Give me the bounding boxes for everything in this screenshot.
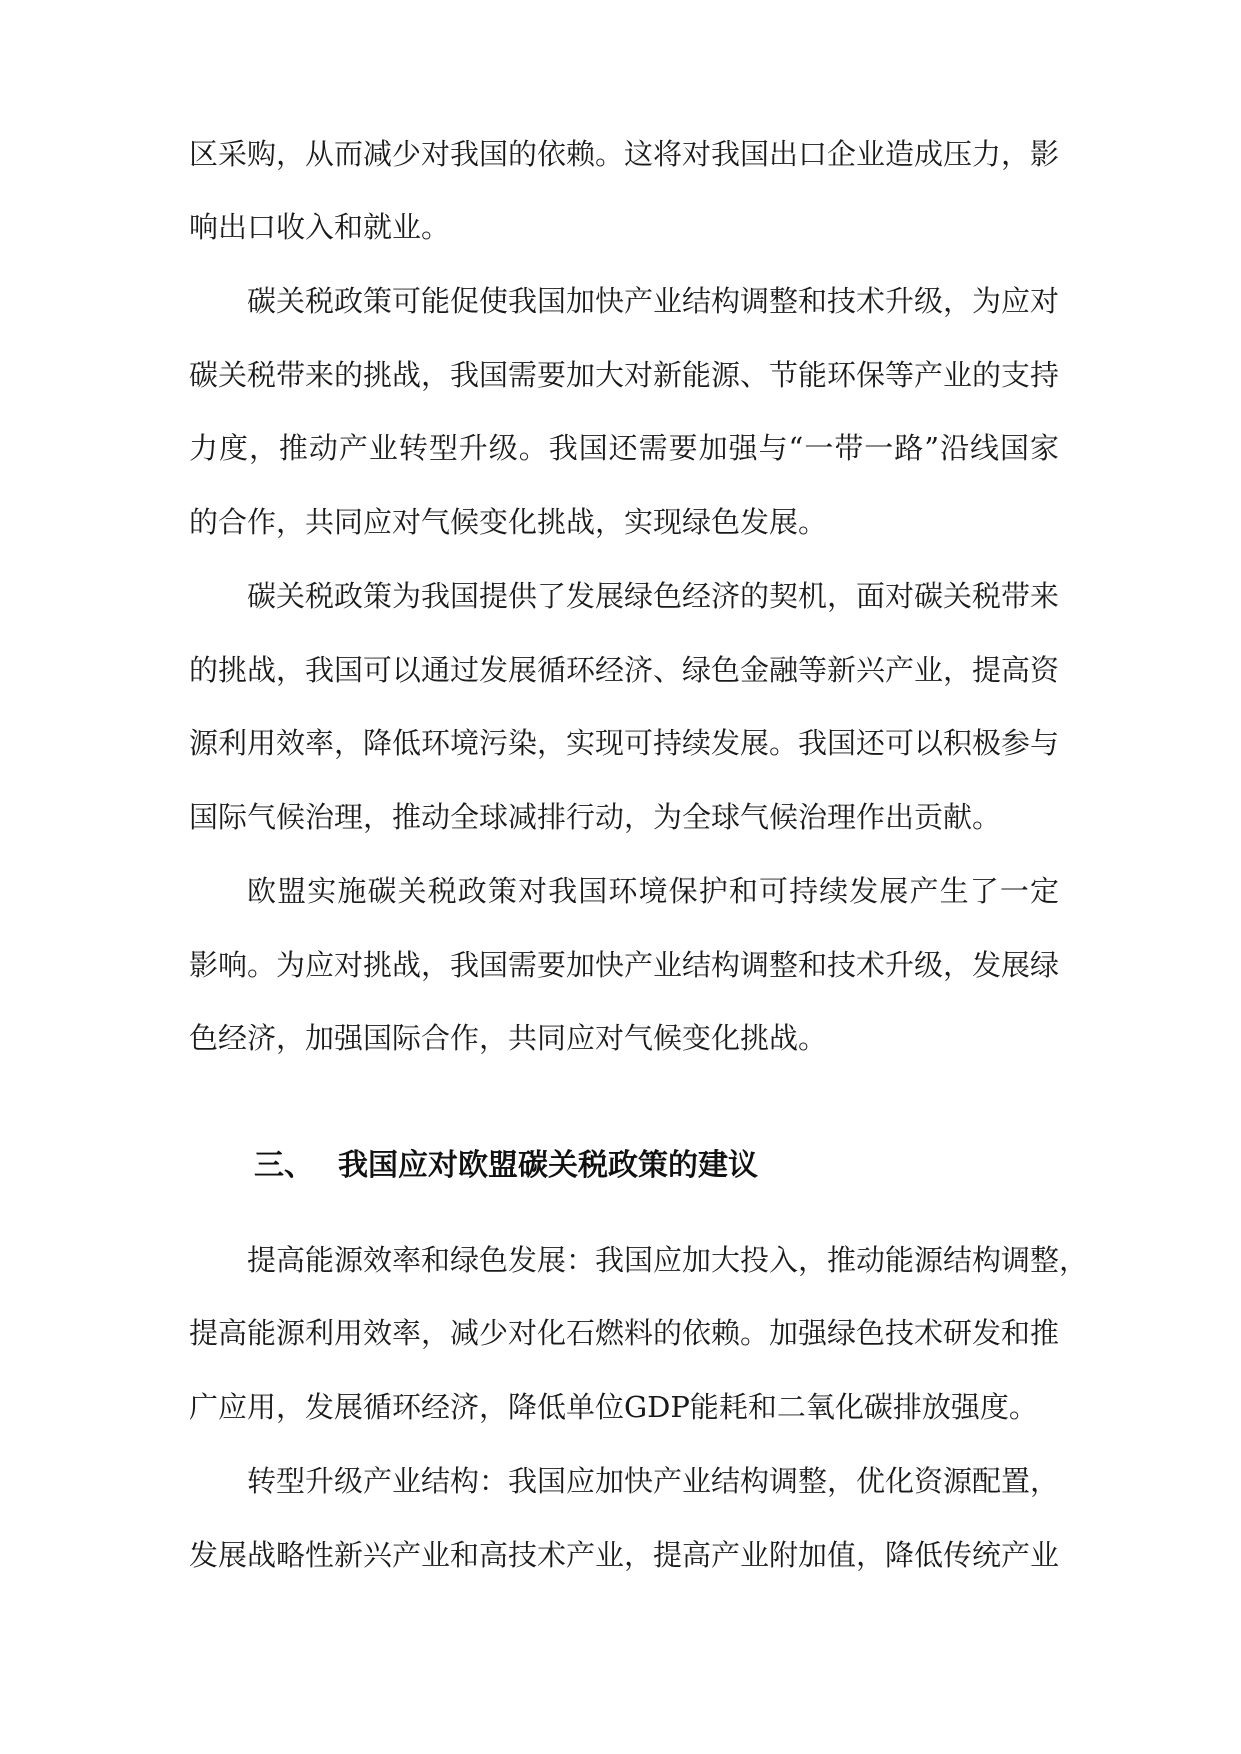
paragraph-1-line-2: 响出口收入和就业。	[189, 210, 451, 244]
section-number: 三、	[254, 1148, 314, 1183]
section-heading	[254, 1144, 758, 1188]
section-paragraph-1-line-2: 提高能源利用效率，减少对化石燃料的依赖。加强绿色技术研发和推	[189, 1316, 1060, 1350]
section-paragraph-2-line-1: 转型升级产业结构：我国应加快产业结构调整，优化资源配置，	[247, 1464, 1060, 1498]
paragraph-4-line-3: 色经济，加强国际合作，共同应对气候变化挑战。	[189, 1021, 828, 1055]
paragraph-4-line-2: 影响。为应对挑战，我国需要加快产业结构调整和技术升级，发展绿	[189, 948, 1060, 982]
paragraph-1-line-1: 区采购，从而减少对我国的依赖。这将对我国出口企业造成压力，影	[189, 137, 1060, 171]
section-paragraph-1-line-1: 提高能源效率和绿色发展：我国应加大投入，推动能源结构调整，	[247, 1243, 1089, 1277]
paragraph-3-line-2: 的挑战，我国可以通过发展循环经济、绿色金融等新兴产业，提高资	[189, 653, 1060, 687]
section-title: 我国应对欧盟碳关税政策的建议	[338, 1148, 758, 1183]
section-paragraph-1-line-3: 广应用，发展循环经济，降低单位GDP能耗和二氧化碳排放强度。	[189, 1390, 1038, 1424]
paragraph-4-line-1: 欧盟实施碳关税政策对我国环境保护和可持续发展产生了一定	[247, 874, 1059, 908]
paragraph-2-line-3: 力度，推动产业转型升级。我国还需要加强与“一带一路”沿线国家	[189, 431, 1059, 465]
section-paragraph-2-line-2: 发展战略性新兴产业和高技术产业，提高产业附加值，降低传统产业	[189, 1538, 1060, 1572]
paragraph-2-line-2: 碳关税带来的挑战，我国需要加大对新能源、节能环保等产业的支持	[189, 358, 1060, 392]
paragraph-2-line-1: 碳关税政策可能促使我国加快产业结构调整和技术升级，为应对	[247, 284, 1060, 318]
paragraph-3-line-4: 国际气候治理，推动全球减排行动，为全球气候治理作出贡献。	[189, 800, 1002, 834]
paragraph-2-line-4: 的合作，共同应对气候变化挑战，实现绿色发展。	[189, 505, 828, 539]
paragraph-3-line-1: 碳关税政策为我国提供了发展绿色经济的契机，面对碳关税带来	[247, 579, 1060, 613]
paragraph-3-line-3: 源利用效率，降低环境污染，实现可持续发展。我国还可以积极参与	[189, 726, 1060, 760]
